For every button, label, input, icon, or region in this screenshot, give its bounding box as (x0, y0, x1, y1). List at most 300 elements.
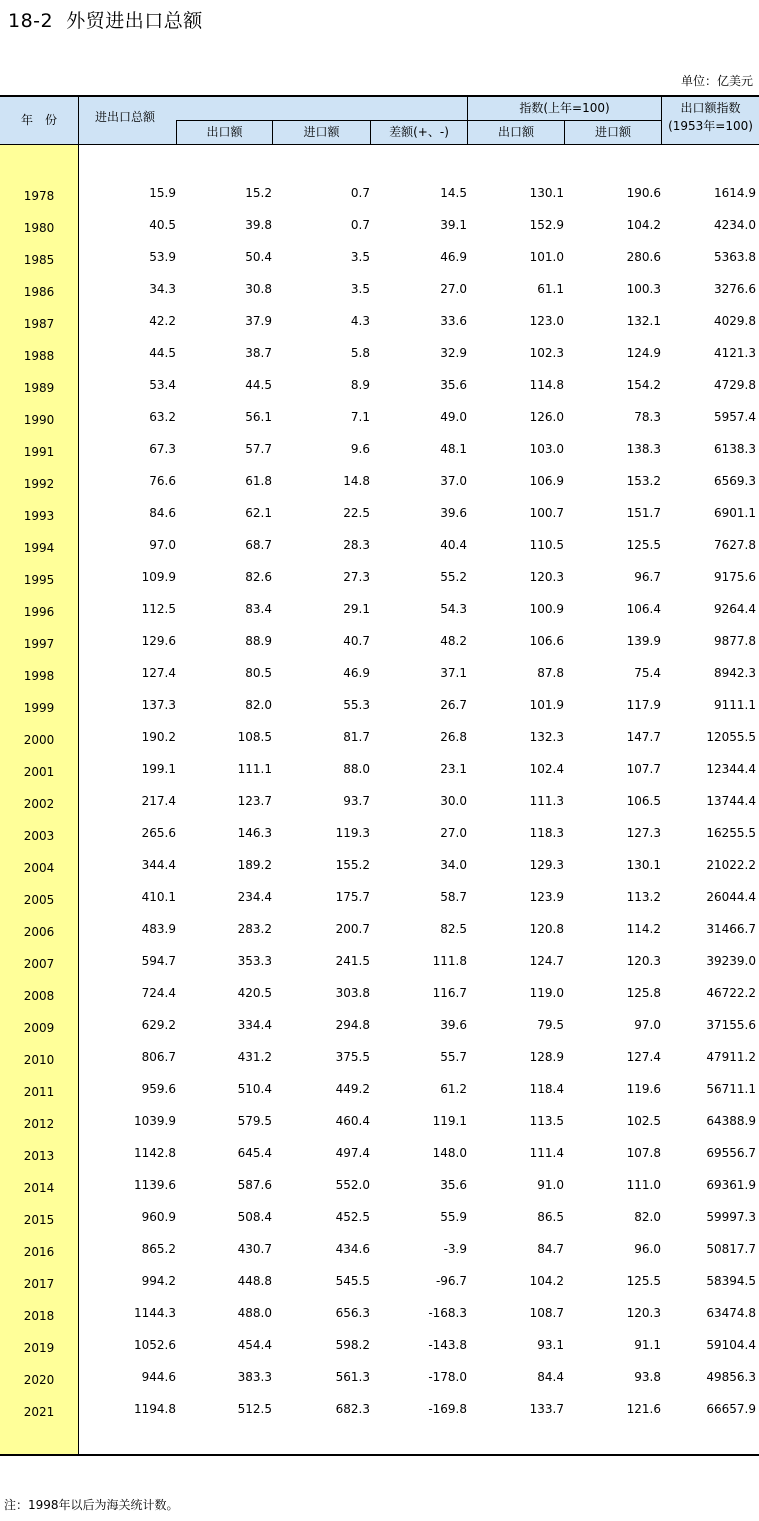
cell-index-import-value: 106.4 (626, 602, 661, 616)
table-row (0, 1105, 759, 1137)
cell-export-value: 587.6 (237, 1178, 272, 1192)
cell-balance-value: 37.0 (440, 474, 467, 488)
cell-import-value: 155.2 (335, 858, 370, 872)
cell-balance-value: 48.2 (440, 634, 467, 648)
cell-balance-value: 55.9 (440, 1210, 467, 1224)
cell-export-value: 334.4 (237, 1018, 272, 1032)
cell-index-export-value: 101.0 (529, 250, 564, 264)
cell-export-value: 189.2 (237, 858, 272, 872)
cell-total-value: 67.3 (149, 442, 176, 456)
cell-index-export-value: 86.5 (537, 1210, 564, 1224)
cell-index-import-value: 154.2 (626, 378, 661, 392)
table-row (0, 1393, 759, 1425)
cell-import-value: 3.5 (350, 282, 370, 296)
cell-year: 2019 (23, 1341, 55, 1355)
header-divider (176, 120, 661, 121)
cell-index-export-value: 124.7 (529, 954, 564, 968)
table-row (0, 657, 759, 689)
cell-year: 1985 (23, 253, 55, 267)
cell-export-index-value: 39239.0 (706, 954, 756, 968)
cell-balance-value: 55.2 (440, 570, 467, 584)
table-row (0, 1265, 759, 1297)
cell-index-export-value: 100.9 (529, 602, 564, 616)
cell-total-value: 410.1 (141, 890, 176, 904)
header-year: 年 份 (20, 113, 57, 127)
cell-export-value: 454.4 (237, 1338, 272, 1352)
cell-index-export-value: 104.2 (529, 1274, 564, 1288)
cell-export-index-value: 5957.4 (714, 410, 756, 424)
cell-balance-value: 39.6 (440, 506, 467, 520)
header-divider (176, 121, 177, 144)
cell-export-value: 15.2 (245, 186, 272, 200)
cell-total-value: 53.9 (149, 250, 176, 264)
cell-total-value: 1139.6 (134, 1178, 176, 1192)
cell-total-value: 44.5 (149, 346, 176, 360)
cell-index-export-value: 79.5 (537, 1018, 564, 1032)
cell-total-value: 42.2 (149, 314, 176, 328)
cell-export-index-value: 16255.5 (706, 826, 756, 840)
header-divider (661, 97, 662, 144)
cell-year: 1994 (23, 541, 55, 555)
cell-index-import-value: 127.3 (626, 826, 661, 840)
cell-export-value: 50.4 (245, 250, 272, 264)
cell-index-import-value: 96.7 (634, 570, 661, 584)
cell-total-value: 76.6 (149, 474, 176, 488)
cell-year: 1996 (23, 605, 55, 619)
cell-export-index-value: 26044.4 (706, 890, 756, 904)
cell-import-value: 598.2 (335, 1338, 370, 1352)
cell-export-index-value: 50817.7 (706, 1242, 756, 1256)
cell-balance-value: 26.8 (440, 730, 467, 744)
cell-year: 1988 (23, 349, 55, 363)
table-header (0, 97, 759, 145)
cell-total-value: 15.9 (149, 186, 176, 200)
cell-balance-value: 26.7 (440, 698, 467, 712)
cell-import-value: 452.5 (335, 1210, 370, 1224)
cell-import-value: 81.7 (343, 730, 370, 744)
cell-index-import-value: 130.1 (626, 858, 661, 872)
cell-export-value: 82.6 (245, 570, 272, 584)
cell-import-value: 29.1 (343, 602, 370, 616)
header-divider (272, 121, 273, 144)
cell-balance-value: 48.1 (440, 442, 467, 456)
cell-export-index-value: 12344.4 (706, 762, 756, 776)
cell-balance-value: 55.7 (440, 1050, 467, 1064)
cell-balance-value: 54.3 (440, 602, 467, 616)
cell-export-value: 57.7 (245, 442, 272, 456)
cell-import-value: 5.8 (350, 346, 370, 360)
header-balance: 差额(+、-) (389, 125, 449, 139)
cell-export-value: 123.7 (237, 794, 272, 808)
cell-index-import-value: 190.6 (626, 186, 661, 200)
cell-year: 2013 (23, 1149, 55, 1163)
cell-balance-value: 27.0 (440, 282, 467, 296)
header-index-export: 出口额 (497, 125, 534, 139)
cell-export-index-value: 58394.5 (706, 1274, 756, 1288)
cell-index-import-value: 107.8 (626, 1146, 661, 1160)
table-row (0, 625, 759, 657)
cell-year: 2010 (23, 1053, 55, 1067)
cell-export-value: 383.3 (237, 1370, 272, 1384)
cell-index-export-value: 120.8 (529, 922, 564, 936)
cell-total-value: 1039.9 (134, 1114, 176, 1128)
cell-import-value: 303.8 (335, 986, 370, 1000)
cell-balance-value: 33.6 (440, 314, 467, 328)
cell-export-value: 353.3 (237, 954, 272, 968)
table-row (0, 529, 759, 561)
table-row (0, 1233, 759, 1265)
cell-export-index-value: 69361.9 (706, 1178, 756, 1192)
cell-export-index-value: 6901.1 (714, 506, 756, 520)
cell-import-value: 8.9 (350, 378, 370, 392)
table-row (0, 465, 759, 497)
cell-index-export-value: 111.3 (529, 794, 564, 808)
table-row (0, 209, 759, 241)
cell-index-export-value: 61.1 (537, 282, 564, 296)
footnote: 注：1998年以后为海关统计数。 (4, 1498, 179, 1512)
cell-year: 2014 (23, 1181, 55, 1195)
table-row (0, 689, 759, 721)
cell-total-value: 265.6 (141, 826, 176, 840)
cell-index-export-value: 106.6 (529, 634, 564, 648)
cell-index-export-value: 110.5 (529, 538, 564, 552)
cell-balance-value: 23.1 (440, 762, 467, 776)
cell-index-export-value: 129.3 (529, 858, 564, 872)
unit-label: 单位：亿美元 (680, 74, 753, 88)
table-row (0, 433, 759, 465)
cell-index-export-value: 106.9 (529, 474, 564, 488)
cell-export-index-value: 4121.3 (714, 346, 756, 360)
cell-export-value: 56.1 (245, 410, 272, 424)
cell-balance-value: 27.0 (440, 826, 467, 840)
cell-export-index-value: 3276.6 (714, 282, 756, 296)
table-bottom-rule (0, 1454, 759, 1456)
cell-import-value: 22.5 (343, 506, 370, 520)
cell-export-value: 62.1 (245, 506, 272, 520)
cell-import-value: 7.1 (350, 410, 370, 424)
cell-total-value: 84.6 (149, 506, 176, 520)
cell-export-value: 68.7 (245, 538, 272, 552)
cell-year: 2011 (23, 1085, 55, 1099)
cell-import-value: 434.6 (335, 1242, 370, 1256)
cell-year: 2006 (23, 925, 55, 939)
cell-import-value: 0.7 (350, 186, 370, 200)
cell-index-import-value: 147.7 (626, 730, 661, 744)
cell-index-import-value: 125.5 (626, 1274, 661, 1288)
cell-balance-value: 39.6 (440, 1018, 467, 1032)
cell-index-import-value: 114.2 (626, 922, 661, 936)
cell-index-export-value: 103.0 (529, 442, 564, 456)
header-export: 出口额 (206, 125, 243, 139)
table-row (0, 1297, 759, 1329)
table-row (0, 1329, 759, 1361)
cell-total-value: 960.9 (141, 1210, 176, 1224)
cell-year: 1986 (23, 285, 55, 299)
cell-balance-value: 61.2 (440, 1082, 467, 1096)
cell-import-value: 200.7 (335, 922, 370, 936)
cell-year: 1990 (23, 413, 55, 427)
table-row (0, 337, 759, 369)
cell-index-export-value: 118.3 (529, 826, 564, 840)
cell-index-import-value: 75.4 (634, 666, 661, 680)
cell-import-value: 46.9 (343, 666, 370, 680)
cell-index-import-value: 97.0 (634, 1018, 661, 1032)
cell-total-value: 1144.3 (134, 1306, 176, 1320)
cell-export-index-value: 63474.8 (706, 1306, 756, 1320)
cell-index-import-value: 96.0 (634, 1242, 661, 1256)
cell-total-value: 344.4 (141, 858, 176, 872)
cell-year: 1989 (23, 381, 55, 395)
cell-export-value: 30.8 (245, 282, 272, 296)
table-row (0, 1009, 759, 1041)
cell-export-index-value: 9175.6 (714, 570, 756, 584)
cell-index-export-value: 114.8 (529, 378, 564, 392)
cell-export-index-value: 4234.0 (714, 218, 756, 232)
cell-balance-value: 82.5 (440, 922, 467, 936)
cell-balance-value: -96.7 (435, 1274, 467, 1288)
cell-index-import-value: 125.5 (626, 538, 661, 552)
cell-balance-value: -3.9 (443, 1242, 467, 1256)
cell-year: 2005 (23, 893, 55, 907)
header-index-group: 指数(上年=100) (519, 101, 610, 115)
cell-year: 1980 (23, 221, 55, 235)
cell-export-value: 420.5 (237, 986, 272, 1000)
cell-year: 2002 (23, 797, 55, 811)
table-row (0, 401, 759, 433)
cell-export-index-value: 9877.8 (714, 634, 756, 648)
cell-export-index-value: 6138.3 (714, 442, 756, 456)
cell-import-value: 656.3 (335, 1306, 370, 1320)
cell-export-index-value: 7627.8 (714, 538, 756, 552)
cell-balance-value: 148.0 (432, 1146, 467, 1160)
cell-total-value: 129.6 (141, 634, 176, 648)
table-row (0, 817, 759, 849)
cell-index-export-value: 126.0 (529, 410, 564, 424)
table-row (0, 945, 759, 977)
cell-year: 1999 (23, 701, 55, 715)
cell-export-value: 38.7 (245, 346, 272, 360)
cell-total-value: 994.2 (141, 1274, 176, 1288)
cell-export-value: 88.9 (245, 634, 272, 648)
cell-index-import-value: 153.2 (626, 474, 661, 488)
cell-index-export-value: 118.4 (529, 1082, 564, 1096)
cell-export-index-value: 8942.3 (714, 666, 756, 680)
cell-import-value: 3.5 (350, 250, 370, 264)
cell-export-value: 234.4 (237, 890, 272, 904)
header-total: 进出口总额 (95, 109, 156, 124)
cell-export-index-value: 6569.3 (714, 474, 756, 488)
cell-index-export-value: 102.4 (529, 762, 564, 776)
cell-export-index-value: 49856.3 (706, 1370, 756, 1384)
cell-import-value: 88.0 (343, 762, 370, 776)
cell-total-value: 865.2 (141, 1242, 176, 1256)
cell-year: 2018 (23, 1309, 55, 1323)
cell-year: 2007 (23, 957, 55, 971)
cell-total-value: 629.2 (141, 1018, 176, 1032)
cell-total-value: 1194.8 (134, 1402, 176, 1416)
cell-year: 2021 (23, 1405, 55, 1419)
cell-total-value: 127.4 (141, 666, 176, 680)
cell-import-value: 682.3 (335, 1402, 370, 1416)
cell-import-value: 27.3 (343, 570, 370, 584)
cell-export-value: 448.8 (237, 1274, 272, 1288)
cell-import-value: 552.0 (335, 1178, 370, 1192)
cell-index-import-value: 119.6 (626, 1082, 661, 1096)
cell-index-import-value: 151.7 (626, 506, 661, 520)
cell-total-value: 806.7 (141, 1050, 176, 1064)
table-row (0, 1073, 759, 1105)
cell-balance-value: 46.9 (440, 250, 467, 264)
header-index-import: 进口额 (594, 125, 631, 139)
cell-index-import-value: 280.6 (626, 250, 661, 264)
cell-index-import-value: 78.3 (634, 410, 661, 424)
cell-export-value: 488.0 (237, 1306, 272, 1320)
cell-balance-value: 111.8 (432, 954, 467, 968)
cell-index-import-value: 132.1 (626, 314, 661, 328)
cell-export-index-value: 37155.6 (706, 1018, 756, 1032)
table-row (0, 1137, 759, 1169)
cell-total-value: 1052.6 (134, 1338, 176, 1352)
cell-export-index-value: 59104.4 (706, 1338, 756, 1352)
cell-total-value: 137.3 (141, 698, 176, 712)
cell-total-value: 199.1 (141, 762, 176, 776)
table-row (0, 1361, 759, 1393)
cell-total-value: 594.7 (141, 954, 176, 968)
cell-year: 2004 (23, 861, 55, 875)
cell-import-value: 14.8 (343, 474, 370, 488)
page-title: 18-2 外贸进出口总额 (8, 10, 203, 32)
cell-export-index-value: 64388.9 (706, 1114, 756, 1128)
cell-index-import-value: 93.8 (634, 1370, 661, 1384)
cell-import-value: 460.4 (335, 1114, 370, 1128)
cell-index-export-value: 102.3 (529, 346, 564, 360)
cell-total-value: 959.6 (141, 1082, 176, 1096)
cell-index-export-value: 128.9 (529, 1050, 564, 1064)
table-row (0, 241, 759, 273)
table-row (0, 881, 759, 913)
cell-index-import-value: 120.3 (626, 1306, 661, 1320)
table-row (0, 721, 759, 753)
table-row (0, 785, 759, 817)
table-row (0, 1169, 759, 1201)
cell-year: 1997 (23, 637, 55, 651)
cell-balance-value: 40.4 (440, 538, 467, 552)
cell-year: 1993 (23, 509, 55, 523)
cell-index-export-value: 87.8 (537, 666, 564, 680)
cell-total-value: 1142.8 (134, 1146, 176, 1160)
cell-year: 2012 (23, 1117, 55, 1131)
cell-export-value: 431.2 (237, 1050, 272, 1064)
table-row (0, 913, 759, 945)
cell-index-import-value: 125.8 (626, 986, 661, 1000)
table-row (0, 177, 759, 209)
cell-export-value: 146.3 (237, 826, 272, 840)
cell-balance-value: 116.7 (432, 986, 467, 1000)
cell-export-index-value: 12055.5 (706, 730, 756, 744)
cell-import-value: 55.3 (343, 698, 370, 712)
cell-import-value: 375.5 (335, 1050, 370, 1064)
cell-export-index-value: 69556.7 (706, 1146, 756, 1160)
cell-export-value: 83.4 (245, 602, 272, 616)
header-export-index-line1: 出口额指数 (680, 101, 741, 115)
cell-index-export-value: 111.4 (529, 1146, 564, 1160)
cell-year: 2000 (23, 733, 55, 747)
cell-index-import-value: 127.4 (626, 1050, 661, 1064)
cell-year: 2001 (23, 765, 55, 779)
cell-year: 1987 (23, 317, 55, 331)
table-row (0, 1201, 759, 1233)
cell-index-export-value: 152.9 (529, 218, 564, 232)
cell-index-import-value: 113.2 (626, 890, 661, 904)
cell-index-import-value: 124.9 (626, 346, 661, 360)
cell-index-import-value: 111.0 (626, 1178, 661, 1192)
cell-total-value: 112.5 (141, 602, 176, 616)
cell-index-export-value: 101.9 (529, 698, 564, 712)
cell-export-value: 579.5 (237, 1114, 272, 1128)
cell-total-value: 63.2 (149, 410, 176, 424)
table-row (0, 497, 759, 529)
cell-export-value: 430.7 (237, 1242, 272, 1256)
cell-balance-value: 39.1 (440, 218, 467, 232)
cell-total-value: 483.9 (141, 922, 176, 936)
cell-total-value: 190.2 (141, 730, 176, 744)
cell-balance-value: -143.8 (428, 1338, 467, 1352)
cell-year: 1991 (23, 445, 55, 459)
table-row (0, 977, 759, 1009)
cell-index-import-value: 138.3 (626, 442, 661, 456)
cell-balance-value: 34.0 (440, 858, 467, 872)
cell-import-value: 175.7 (335, 890, 370, 904)
cell-index-import-value: 117.9 (626, 698, 661, 712)
cell-balance-value: 35.6 (440, 378, 467, 392)
cell-year: 1998 (23, 669, 55, 683)
cell-balance-value: 35.6 (440, 1178, 467, 1192)
cell-year: 1978 (23, 189, 55, 203)
cell-export-value: 508.4 (237, 1210, 272, 1224)
cell-export-index-value: 21022.2 (706, 858, 756, 872)
cell-year: 2009 (23, 1021, 55, 1035)
table-row (0, 593, 759, 625)
table-row (0, 753, 759, 785)
cell-index-import-value: 82.0 (634, 1210, 661, 1224)
cell-export-value: 510.4 (237, 1082, 272, 1096)
cell-import-value: 497.4 (335, 1146, 370, 1160)
cell-index-export-value: 100.7 (529, 506, 564, 520)
cell-year: 2015 (23, 1213, 55, 1227)
cell-balance-value: -168.3 (428, 1306, 467, 1320)
cell-export-value: 44.5 (245, 378, 272, 392)
cell-export-index-value: 56711.1 (706, 1082, 756, 1096)
header-import: 进口额 (303, 125, 340, 139)
header-divider (370, 121, 371, 144)
cell-export-index-value: 1614.9 (714, 186, 756, 200)
cell-import-value: 28.3 (343, 538, 370, 552)
cell-index-import-value: 102.5 (626, 1114, 661, 1128)
cell-balance-value: 119.1 (432, 1114, 467, 1128)
cell-export-index-value: 66657.9 (706, 1402, 756, 1416)
cell-index-export-value: 132.3 (529, 730, 564, 744)
cell-export-index-value: 31466.7 (706, 922, 756, 936)
cell-total-value: 97.0 (149, 538, 176, 552)
cell-index-export-value: 123.0 (529, 314, 564, 328)
cell-export-index-value: 4029.8 (714, 314, 756, 328)
cell-export-value: 80.5 (245, 666, 272, 680)
cell-index-export-value: 133.7 (529, 1402, 564, 1416)
table-row (0, 561, 759, 593)
cell-index-export-value: 123.9 (529, 890, 564, 904)
cell-balance-value: 30.0 (440, 794, 467, 808)
cell-index-import-value: 121.6 (626, 1402, 661, 1416)
